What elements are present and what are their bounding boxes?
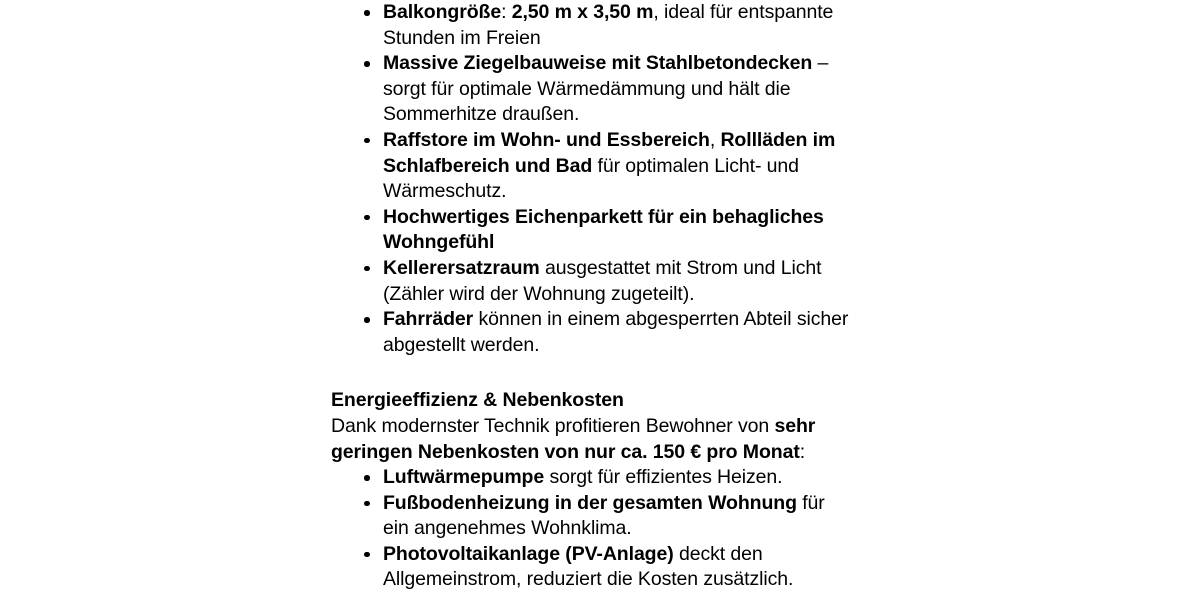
list-item bbox=[331, 51, 851, 128]
bold-text-run: Luftwärmepumpe bbox=[383, 466, 545, 489]
list-item bbox=[331, 0, 851, 51]
bold-text-run: Raffstore im Wohn- und Essbereich bbox=[383, 128, 710, 151]
text-run: deckt den Allgemeinstrom, reduziert die Kosten zusätzlich. bbox=[383, 542, 794, 591]
section-spacer bbox=[331, 358, 851, 388]
list-item bbox=[331, 465, 851, 491]
text-run: Dank modernster Technik profitieren Bewohner von bbox=[331, 414, 775, 437]
bold-text-run: Fußbodenheizung in der gesamten Wohnung bbox=[383, 491, 797, 514]
list-item bbox=[331, 256, 851, 307]
text-run: , bbox=[709, 128, 721, 151]
list-item bbox=[331, 307, 851, 358]
bold-text-run: Rollläden im Schlafbereich und Bad bbox=[383, 128, 836, 177]
text-run: , ideal für entspannte Stunden im Freien bbox=[383, 1, 834, 49]
text-run: : bbox=[501, 1, 512, 23]
text-run: für optimalen Licht- und Wärmeschutz. bbox=[383, 154, 799, 203]
features-list bbox=[331, 0, 851, 358]
text-run: ausgestattet mit Strom und Licht (Zähler wird der Wohnung zugeteilt). bbox=[383, 256, 822, 305]
energy-section-heading: Energieeffizienz & Nebenkosten bbox=[331, 389, 624, 412]
text-run: : bbox=[799, 440, 806, 463]
bold-text-run: Fahrräder bbox=[383, 308, 474, 331]
bold-text-run: Photovoltaikanlage (PV-Anlage) bbox=[383, 542, 674, 565]
text-run: können in einem abgesperrten Abteil sicher abgestellt werden. bbox=[383, 308, 849, 356]
list-item bbox=[331, 542, 851, 593]
text-run: – sorgt für optimale Wärmedämmung und hält die Sommerhitze draußen. bbox=[383, 52, 829, 126]
energy-features-list bbox=[331, 465, 851, 593]
text-run: sorgt für effizientes Heizen. bbox=[544, 466, 783, 489]
energy-efficiency-section bbox=[331, 388, 851, 593]
bold-text-run: Massive Ziegelbauweise mit Stahlbetondecken bbox=[383, 52, 813, 75]
list-item bbox=[331, 128, 851, 205]
list-item bbox=[331, 491, 851, 542]
bold-text-run: Hochwertiges Eichenparkett für ein behagliches Wohngefühl bbox=[383, 205, 824, 254]
bold-text-run: sehr geringen Nebenkosten von nur ca. 150 € pro Monat bbox=[331, 414, 816, 463]
bold-text-run: 2,50 m x 3,50 m bbox=[511, 1, 654, 23]
bold-text-run: Kellerersatzraum bbox=[383, 256, 540, 279]
bold-text-run: Balkongröße bbox=[383, 1, 502, 23]
list-item bbox=[331, 205, 851, 256]
text-run: für ein angenehmes Wohnklima. bbox=[383, 491, 825, 540]
energy-section-intro bbox=[331, 414, 851, 465]
document-body bbox=[331, 0, 851, 593]
